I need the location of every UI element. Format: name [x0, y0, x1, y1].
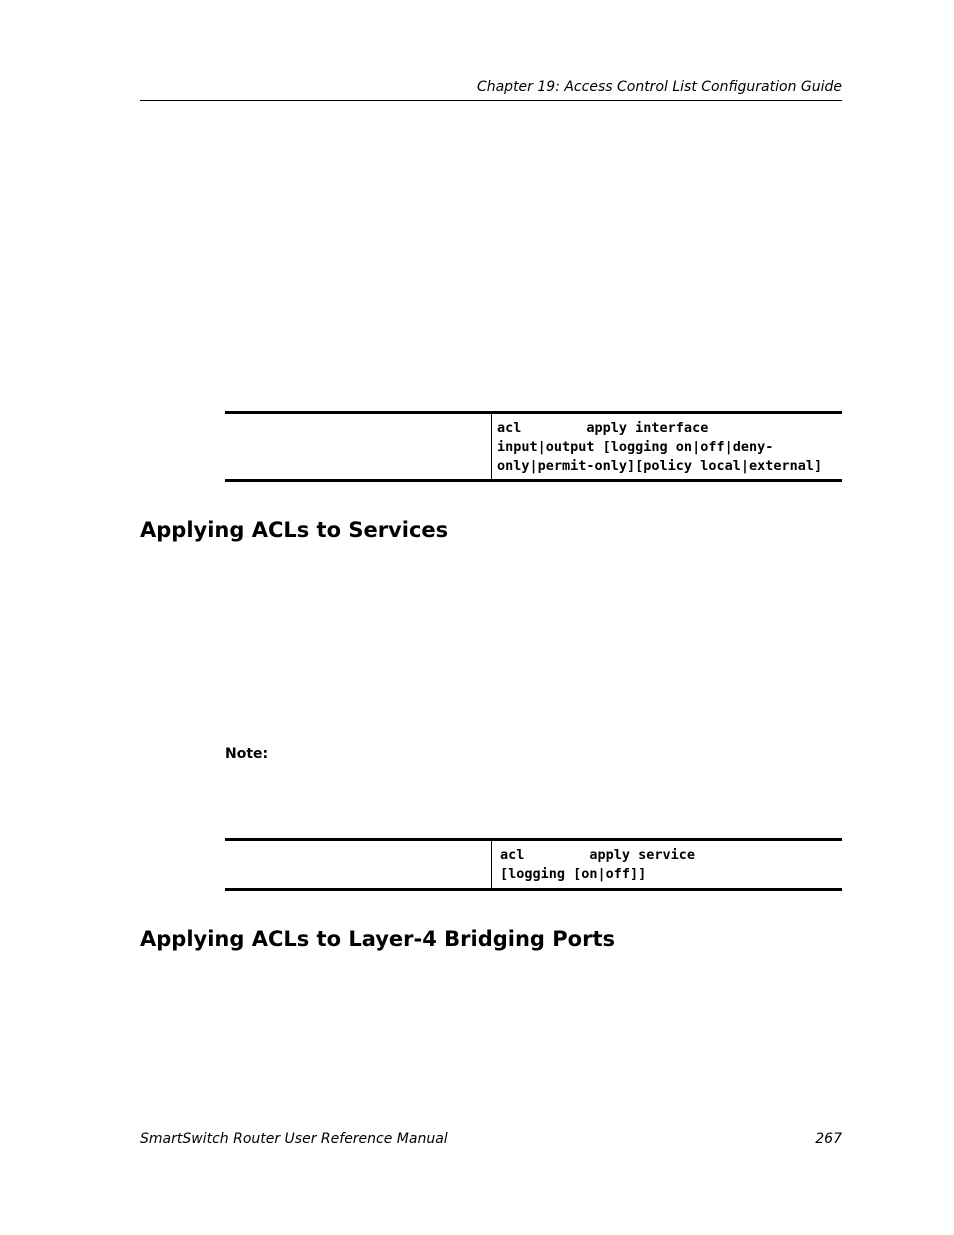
header-rule — [140, 100, 842, 101]
command-table-interface — [225, 411, 842, 482]
note-label: Note: — [225, 746, 269, 762]
command-line: input|output [logging on|off|deny- — [497, 439, 774, 455]
command-line: acl apply service — [500, 847, 696, 863]
command-syntax-service — [500, 846, 695, 884]
command-line: acl apply interface — [497, 420, 709, 436]
command-line: only|permit-only][policy local|external] — [497, 458, 823, 474]
command-table-label-cell — [225, 841, 491, 888]
command-table-label-cell — [225, 414, 491, 479]
command-table-divider — [491, 841, 492, 888]
command-syntax-interface — [497, 419, 822, 476]
command-table-divider — [491, 414, 492, 479]
footer-manual-title: SmartSwitch Router User Reference Manual — [140, 1131, 448, 1147]
section-heading-services: Applying ACLs to Services — [140, 518, 449, 542]
running-header: Chapter 19: Access Control List Configuration Guide — [476, 79, 842, 95]
command-table-service — [225, 838, 842, 891]
section-heading-layer4-bridging: Applying ACLs to Layer-4 Bridging Ports — [140, 927, 615, 951]
page-number: 267 — [815, 1131, 842, 1147]
command-line: [logging [on|off]] — [500, 866, 647, 882]
